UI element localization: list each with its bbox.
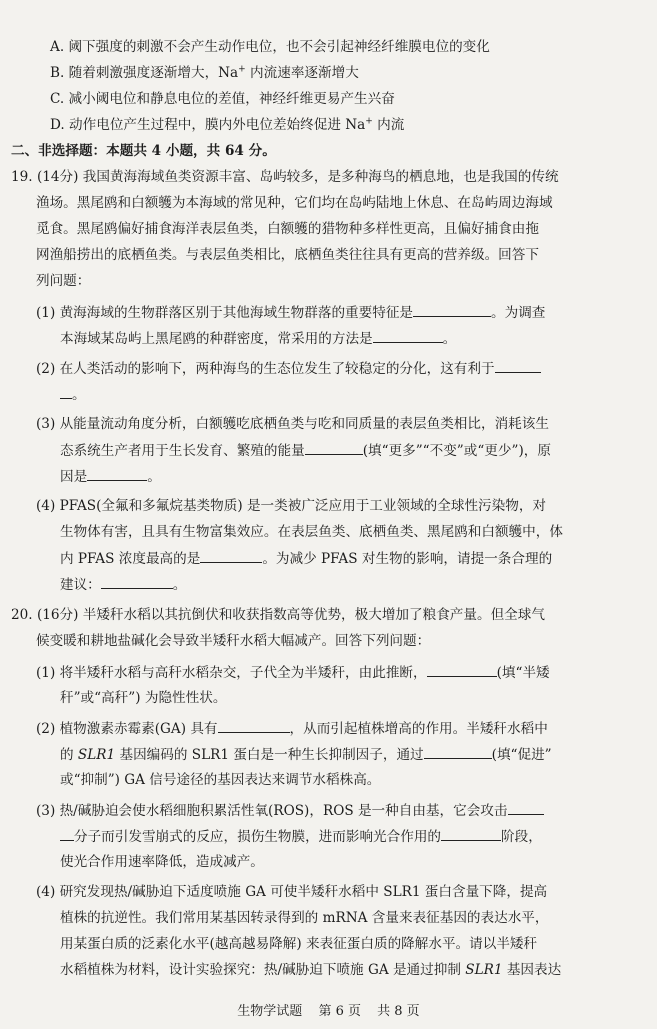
- q19-p1-text-d: 。: [442, 331, 457, 347]
- q20-part-4-cont2: 用某蛋白质的泛素化水平(越高越易降解) 来表征蛋白质的降解水平。请以半矮秆: [60, 936, 538, 952]
- q19-stem-line-2: 渔场。黑尾鸥和白额鹱为本海域的常见种，它们均在岛屿陆地上休息、在岛屿周边海域: [36, 195, 553, 211]
- gene-name: SLR1: [77, 747, 116, 763]
- q20-part-2-cont2: 或“抑制”) GA 信号途径的基因表达来调节水稻株高。: [60, 772, 381, 788]
- answer-blank[interactable]: [87, 466, 147, 481]
- q19-part-4-cont: 生物体有害，且具有生物富集效应。在表层鱼类、底栖鱼类、黑尾鸥和白额鹱中，体: [60, 524, 563, 540]
- q20-p2-text: (2) 植物激素赤霉素(GA) 具有: [36, 721, 218, 737]
- q19-stem-line-1: 19. (14分) 我国黄海海域鱼类资源丰富、岛屿较多，是多种海鸟的栖息地，也是我国的传统: [11, 169, 559, 185]
- q19-part-3: (3) 从能量流动角度分析，白额鹱吃底栖鱼类与吃和同质量的表层鱼类相比，消耗该生: [36, 416, 549, 432]
- answer-blank[interactable]: [305, 440, 363, 455]
- q20-part-4-cont: 植株的抗逆性。我们常用某基因转录得到的 mRNA 含量来表征基因的表达水平，: [60, 910, 549, 926]
- footer-total-pages: 共 8 页: [377, 1004, 420, 1019]
- answer-blank[interactable]: [101, 574, 173, 589]
- q19-stem-line-5: 列问题：: [36, 273, 91, 289]
- q20-p4-text-d1: 水稻植株为材料，设计实验探究：热/碱胁迫下喷施 GA 是通过抑制: [60, 962, 461, 978]
- q20-part-2-cont: [60, 744, 552, 765]
- answer-blank[interactable]: [413, 302, 491, 317]
- answer-blank[interactable]: [60, 384, 72, 399]
- q19-p2-text: (2) 在人类活动的影响下，两种海鸟的生态位发生了较稳定的分化，这有利于: [36, 361, 495, 377]
- q19-part-4-cont3: [60, 574, 186, 595]
- footer-page-number: 第 6 页: [318, 1004, 361, 1019]
- q19-p4-text-e: 建议：: [60, 577, 101, 593]
- q19-part-3-cont2: [60, 466, 161, 487]
- answer-blank[interactable]: [441, 826, 501, 841]
- q19-part-4-cont2: [60, 548, 552, 569]
- q18-option-b-text: B. 随着刺激强度逐渐增大，Na: [50, 65, 239, 81]
- q19-part-1-cont: [60, 328, 456, 349]
- q20-part-2: [36, 718, 548, 739]
- q20-p3-text-b2: 阶段，: [501, 829, 542, 845]
- answer-blank[interactable]: [508, 800, 544, 815]
- q20-stem-line-2: 候变暖和耕地盐碱化会导致半矮秆水稻大幅减产。回答下列问题：: [36, 633, 431, 649]
- q20-p2-text-c2: 基因编码的 SLR1 蛋白是一种生长抑制因子，通过: [119, 747, 424, 763]
- q20-part-1: [36, 662, 550, 683]
- page-footer: [0, 1000, 657, 1019]
- q18-option-b-tail: 内流速率逐渐增大: [250, 65, 359, 81]
- q20-p3-text-b1: 分子而引发雪崩式的反应，损伤生物膜，进而影响光合作用的: [74, 829, 442, 845]
- q19-part-4: (4) PFAS(全氟和多氟烷基类物质) 是一类被广泛应用于工业领域的全球性污染物，对: [36, 498, 547, 514]
- q19-p1-text: (1) 黄海海域的生物群落区别于其他海域生物群落的重要特征是: [36, 305, 414, 321]
- answer-blank[interactable]: [427, 662, 497, 677]
- q20-p3-text: (3) 热/碱胁迫会使水稻细胞积累活性氧(ROS)，ROS 是一种自由基，它会攻击: [36, 803, 508, 819]
- q19-part-2-cont: [60, 384, 86, 405]
- q19-stem-line-3: 觅食。黑尾鸥偏好捕食海洋表层鱼类，白额鹱的猎物种多样性更高，且偏好捕食由拖: [36, 221, 539, 237]
- q19-p3-text-b: 态系统生产者用于生长发育、繁殖的能量: [60, 443, 305, 459]
- q20-p4-text-d2: 基因表达: [506, 962, 562, 978]
- q18-option-c: C. 减小阈电位和静息电位的差值，神经纤维更易产生兴奋: [50, 91, 395, 107]
- q18-option-b-sup: +: [238, 64, 246, 75]
- q19-p1-text-b: 。为调查: [491, 305, 546, 321]
- q20-p2-text-b: ，从而引起植株增高的作用。半矮秆水稻中: [289, 721, 548, 737]
- q19-part-1: [36, 302, 545, 323]
- q20-p1-text-b: (填“半矮: [496, 665, 550, 681]
- q20-part-4-cont3: [60, 960, 561, 980]
- q18-option-d-sup: +: [365, 116, 373, 127]
- q19-part-3-cont: [60, 440, 551, 461]
- q20-part-4: (4) 研究发现热/碱胁迫下适度喷施 GA 可使半矮秆水稻中 SLR1 蛋白含量下降，提高: [36, 884, 548, 900]
- q20-p2-text-c1: 的: [60, 747, 74, 763]
- footer-subject: 生物学试题: [237, 1004, 303, 1019]
- answer-blank[interactable]: [373, 328, 443, 343]
- q20-part-3-cont2: 使光合作用速率降低，造成减产。: [60, 854, 264, 870]
- q20-p2-text-c3: (填“促进”: [491, 747, 552, 763]
- q19-stem-line-4: 网渔船捞出的底栖鱼类。与表层鱼类相比，底栖鱼类往往具有更高的营养级。回答下: [36, 247, 539, 263]
- q19-p4-text-d: 。为减少 PFAS 对生物的影响，请提一条合理的: [262, 551, 553, 567]
- q20-part-1-cont: 秆”或“高秆”) 为隐性性状。: [60, 690, 227, 706]
- q20-part-3-cont: [60, 826, 542, 847]
- q19-p3-text-d: 因是: [60, 469, 88, 485]
- q19-p1-text-c: 本海域某岛屿上黑尾鸥的种群密度，常采用的方法是: [60, 331, 373, 347]
- q19-p4-text-f: 。: [172, 577, 187, 593]
- q18-option-d: [50, 115, 404, 135]
- q20-part-3: [36, 800, 544, 821]
- q19-p3-text-e: 。: [147, 469, 161, 485]
- answer-blank[interactable]: [424, 744, 492, 759]
- answer-blank[interactable]: [495, 358, 541, 373]
- q18-option-d-tail: 内流: [377, 117, 405, 133]
- q19-p3-text-c: (填“更多”“不变”或“更少”)，原: [362, 443, 551, 459]
- q18-option-d-text: D. 动作电位产生过程中，膜内外电位差始终促进 Na: [50, 117, 366, 133]
- answer-blank[interactable]: [200, 548, 262, 563]
- answer-blank[interactable]: [60, 826, 74, 841]
- q19-part-2: [36, 358, 541, 379]
- q18-option-b: [50, 63, 359, 83]
- gene-name: SLR1: [465, 962, 503, 978]
- q20-stem-line-1: 20. (16分) 半矮秆水稻以其抗倒伏和收获指数高等优势，极大增加了粮食产量。但全球气: [11, 607, 545, 623]
- q19-p4-text-c: 内 PFAS 浓度最高的是: [60, 551, 201, 567]
- q19-p2-text-b: 。: [72, 387, 86, 403]
- answer-blank[interactable]: [218, 718, 290, 733]
- section-title: 二、非选择题：本题共 4 小题，共 64 分。: [11, 143, 276, 159]
- q18-option-a: A. 阈下强度的刺激不会产生动作电位，也不会引起神经纤维膜电位的变化: [50, 39, 490, 55]
- q20-p1-text: (1) 将半矮秆水稻与高秆水稻杂交，子代全为半矮秆，由此推断，: [36, 665, 427, 681]
